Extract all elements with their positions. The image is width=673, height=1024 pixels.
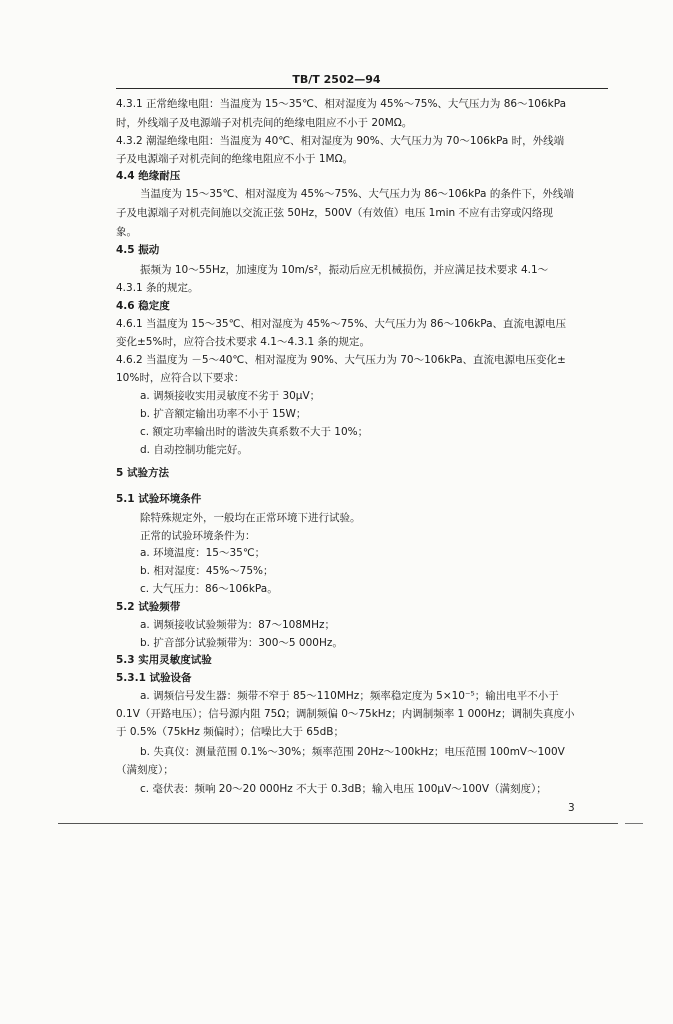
- section-heading: 5.3.1 试验设备: [116, 672, 192, 684]
- list-item: b. 扩音部分试验频带为：300～5 000Hz。: [140, 637, 343, 649]
- text-line: 4.6.1 当温度为 15～35℃、相对湿度为 45%～75%、大气压力为 86～106kPa、直流电源电压: [116, 318, 567, 330]
- text-line: 子及电源端子对机壳间施以交流正弦 50Hz，500V（有效值）电压 1min 不应有击穿或闪络现: [116, 207, 553, 219]
- standard-number: TB/T 2502—94: [292, 73, 381, 86]
- text-line: 4.3.1 正常绝缘电阻：当温度为 15～35℃、相对湿度为 45%～75%、大气压力为 86～106kPa: [116, 98, 567, 110]
- list-item: d. 自动控制功能完好。: [140, 444, 248, 456]
- section-heading: 5.2 试验频带: [116, 601, 181, 613]
- header-rule: [116, 88, 608, 89]
- list-item: a. 调频信号发生器：频带不窄于 85～110MHz；频率稳定度为 5×10⁻⁵；输出电平不小于: [140, 690, 559, 702]
- text-line: 正常的试验环境条件为：: [140, 530, 256, 542]
- list-item: b. 失真仪：测量范围 0.1%～30%；频率范围 20Hz～100kHz；电压范围 100mV～100V: [140, 746, 565, 758]
- text-line: 于 0.5%（75kHz 频偏时）；信噪比大于 65dB；: [116, 726, 345, 738]
- list-item: c. 大气压力：86～106kPa。: [140, 583, 278, 595]
- list-item: a. 环境温度：15～35℃；: [140, 547, 266, 559]
- section-heading: 4.4 绝缘耐压: [116, 170, 181, 182]
- text-line: 当温度为 15～35℃、相对湿度为 45%～75%、大气压力为 86～106kPa 的条件下，外线端: [140, 188, 574, 200]
- text-line: 4.6.2 当温度为 －5～40℃、相对湿度为 90%、大气压力为 70～106kPa、直流电源电压变化±: [116, 354, 566, 366]
- section-heading: 4.5 振动: [116, 244, 160, 256]
- text-line: 0.1V（开路电压）；信号源内阻 75Ω；调制频偏 0～75kHz；内调制频率 1 000Hz；调制失真度小: [116, 708, 575, 720]
- chapter-heading: 5 试验方法: [116, 467, 169, 479]
- page-header: [0, 68, 673, 87]
- list-item: a. 调频接收试验频带为：87～108MHz；: [140, 619, 335, 631]
- page-number: 3: [568, 802, 575, 814]
- list-item: b. 扩音额定输出功率不小于 15W；: [140, 408, 307, 420]
- list-item: b. 相对湿度：45%～75%；: [140, 565, 274, 577]
- text-line: 4.3.1 条的规定。: [116, 282, 199, 294]
- list-item: c. 毫伏表：频响 20～20 000Hz 不大于 0.3dB；输入电压 100μV～100V（满刻度）；: [140, 783, 547, 795]
- text-line: 子及电源端子对机壳间的绝缘电阻应不小于 1MΩ。: [116, 153, 354, 165]
- text-line: 振频为 10～55Hz，加速度为 10m/s²，振动后应无机械损伤，并应满足技术要求 4.1～: [140, 264, 549, 276]
- section-heading: 5.1 试验环境条件: [116, 493, 202, 505]
- section-heading: 4.6 稳定度: [116, 300, 170, 312]
- list-item: a. 调频接收实用灵敏度不劣于 30μV；: [140, 390, 321, 402]
- section-heading: 5.3 实用灵敏度试验: [116, 654, 212, 666]
- text-line: 4.3.2 潮湿绝缘电阻：当温度为 40℃、相对湿度为 90%、大气压力为 70～106kPa 时，外线端: [116, 135, 565, 147]
- text-line: 10%时，应符合以下要求：: [116, 372, 245, 384]
- list-item: c. 额定功率输出时的谐波失真系数不大于 10%；: [140, 426, 369, 438]
- text-line: （满刻度）；: [116, 764, 174, 776]
- text-line: 象。: [116, 226, 137, 238]
- footer-rule: [58, 823, 618, 824]
- text-line: 除特殊规定外，一般均在正常环境下进行试验。: [140, 512, 361, 524]
- text-line: 时，外线端子及电源端子对机壳间的绝缘电阻应不小于 20MΩ。: [116, 117, 413, 129]
- footer-rule-tail: [625, 823, 643, 824]
- text-line: 变化±5%时，应符合技术要求 4.1～4.3.1 条的规定。: [116, 336, 371, 348]
